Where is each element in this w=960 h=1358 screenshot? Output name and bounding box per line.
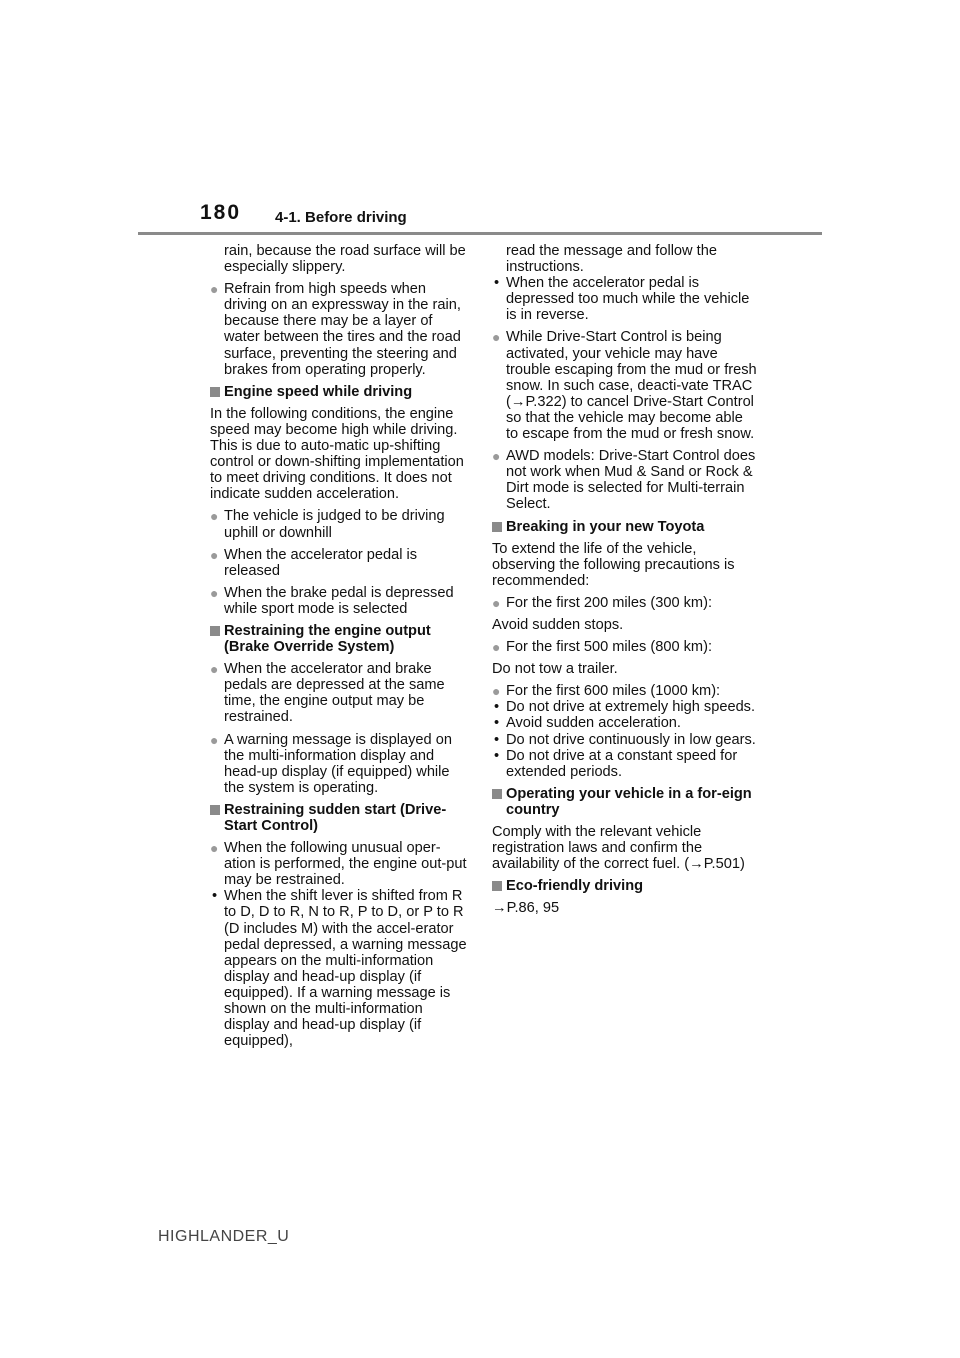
list-item: ● The vehicle is judged to be driving uphill or downhill (210, 508, 445, 541)
list-item: ● Refrain from high speeds when driving on an expressway in the rain, because there may be a layer of water between the tires and the road surface, preventing the steering and brakes from operating properly. (210, 281, 461, 378)
paragraph: To extend the life of the vehicle, observing the following precautions is recommended: (492, 540, 735, 589)
list-item: ● When the brake pedal is depressed while sport mode is selected (210, 584, 454, 617)
list-item: ● While Drive-Start Control is being activated, your vehicle may have trouble escaping from the mud or fresh snow. In such case, deacti-vate TRAC (→P.322) to cancel Drive-Start Control so that the vehicle may become able to escape from the mud or fresh snow. (492, 329, 757, 443)
list-item: ● For the first 500 miles (800 km): (492, 639, 712, 656)
dash-bullet-icon: • (494, 699, 500, 716)
section-title: 4-1. Before driving (275, 209, 407, 226)
dash-bullet-icon: • (494, 747, 500, 764)
bullet-icon: ● (492, 594, 501, 611)
bullet-icon: ● (210, 731, 219, 748)
square-bullet-icon (492, 522, 502, 532)
list-item: ● For the first 200 miles (300 km): (492, 594, 712, 611)
page-number: 180 (200, 201, 242, 224)
bullet-icon: ● (492, 683, 501, 700)
heading-foreign-country: Operating your vehicle in a for-eign country (492, 786, 758, 818)
list-item: ● When the following unusual oper-ation is performed, the engine out-put may be restrained. (210, 840, 467, 889)
dash-bullet-icon: • (494, 275, 500, 292)
list-item: ● When the accelerator and brake pedals are depressed at the same time, the engine output may be restrained. (210, 661, 445, 726)
heading-eco-friendly: Eco-friendly driving (492, 878, 758, 894)
bullet-icon: ● (210, 584, 219, 601)
paragraph: Do not tow a trailer. (492, 661, 618, 678)
bullet-icon: ● (210, 840, 219, 857)
square-bullet-icon (492, 881, 502, 891)
sub-list-item: • Do not drive at extremely high speeds. (494, 699, 756, 716)
list-item: ● AWD models: Drive-Start Control does not work when Mud & Sand or Rock & Dirt mode is selected for Multi-terrain Select. (492, 448, 756, 513)
bullet-icon: ● (210, 281, 219, 298)
heading-drive-start: Restraining sudden start (Drive-Start Control) (210, 802, 472, 834)
paragraph: Comply with the relevant vehicle registration laws and confirm the availability of the correct fuel. (→P.501) (492, 824, 745, 873)
bullet-icon: ● (210, 546, 219, 563)
square-bullet-icon (210, 805, 220, 815)
footer-model: HIGHLANDER_U (158, 1228, 290, 1245)
sub-list-item: • Do not drive continuously in low gears. (494, 731, 756, 748)
square-bullet-icon (492, 789, 502, 799)
list-item: ● When the accelerator pedal is released (210, 546, 418, 579)
heading-breaking-in: Breaking in your new Toyota (492, 519, 758, 535)
header-rule (138, 232, 822, 235)
bullet-icon: ● (492, 448, 501, 465)
list-item: ● A warning message is displayed on the multi-information display and head-up display (if equipped) while the system is operating. (210, 731, 452, 796)
bullet-icon: ● (492, 329, 501, 346)
continued-text: rain, because the road surface will be especially slippery. (224, 243, 466, 276)
square-bullet-icon (210, 626, 220, 636)
heading-engine-speed: Engine speed while driving (210, 384, 472, 400)
sub-list-item: • Do not drive at a constant speed for extended periods. (494, 747, 738, 780)
paragraph: In the following conditions, the engine speed may become high while driving. This is due to auto-matic up-shifting control or down-shifting implementation to meet driving conditions. It does not indicate sudden acceleration. (210, 405, 464, 503)
sub-list-item: • When the shift lever is shifted from R to D, D to R, N to R, P to D, or P to R (D includes M) with the accel-erator pedal depressed, a warning message appears on the multi-information display and head-up display (if equipped). If a warning message is shown on the multi-information display and head-up display (if equipped), (212, 888, 467, 1050)
bullet-icon: ● (492, 639, 501, 656)
heading-brake-override: Restraining the engine output (Brake Override System) (210, 623, 472, 655)
sub-list-item: • Avoid sudden acceleration. (494, 715, 681, 732)
paragraph: Avoid sudden stops. (492, 616, 624, 633)
right-column (492, 243, 758, 922)
bullet-icon: ● (210, 661, 219, 678)
list-item: ● For the first 600 miles (1000 km): (492, 683, 721, 700)
dash-bullet-icon: • (212, 888, 218, 905)
dash-bullet-icon: • (494, 731, 500, 748)
bullet-icon: ● (210, 508, 219, 525)
square-bullet-icon (210, 387, 220, 397)
sub-list-item: • When the accelerator pedal is depressed too much while the vehicle is in reverse. (494, 275, 750, 324)
dash-bullet-icon: • (494, 715, 500, 732)
left-column (210, 243, 472, 1049)
page-reference: →P.86, 95 (492, 900, 560, 917)
continued-text: read the message and follow the instructions. (506, 243, 717, 276)
